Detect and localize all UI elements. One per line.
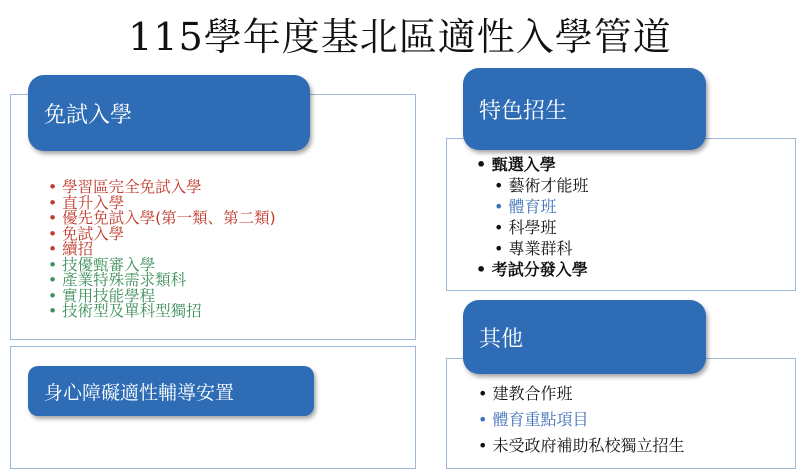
list-item-exam-free: • 免試入學	[48, 227, 276, 243]
special-admission-header-label: 特色招生	[479, 98, 568, 124]
list-item-skills-screening: • 技優甄審入學	[48, 258, 276, 274]
exam-free-header-label: 免試入學	[44, 102, 133, 128]
list-item-arts-class: • 藝術才能班	[476, 175, 589, 196]
others-list	[478, 381, 685, 459]
list-item-direct-promotion: • 直升入學	[48, 196, 276, 212]
others-header-label: 其他	[479, 326, 524, 352]
special-needs-header	[28, 366, 314, 416]
list-item-sports-key-project: • 體育重點項目	[478, 407, 685, 433]
list-item-priority-exam-free: • 優先免試入學(第一類、第二類)	[48, 211, 276, 227]
list-item-exam-assignment: • 考試分發入學	[476, 259, 589, 280]
exam-free-list	[48, 180, 276, 320]
list-item-continued-enrollment: • 續招	[48, 242, 276, 258]
list-item-sports-class: • 體育班	[476, 196, 589, 217]
list-item-private-independent: • 未受政府補助私校獨立招生	[478, 433, 685, 459]
list-item-practical-skills: • 實用技能學程	[48, 289, 276, 305]
exam-free-header	[28, 75, 310, 151]
special-admission-list	[476, 154, 589, 280]
special-admission-header	[463, 68, 706, 150]
list-item-professional-groups: • 專業群科	[476, 238, 589, 259]
list-item-technical-independent: • 技術型及單科型獨招	[48, 304, 276, 320]
special-needs-header-label: 身心障礙適性輔導安置	[44, 381, 235, 404]
list-item-cooperative-class: • 建教合作班	[478, 381, 685, 407]
list-item-industry-demand: • 產業特殊需求類科	[48, 273, 276, 289]
list-item-science-class: • 科學班	[476, 217, 589, 238]
list-item-learning-zone: • 學習區完全免試入學	[48, 180, 276, 196]
page-title: 115學年度基北區適性入學管道	[128, 15, 672, 59]
list-item-selection-admission: • 甄選入學	[476, 154, 589, 175]
others-header	[463, 300, 706, 374]
